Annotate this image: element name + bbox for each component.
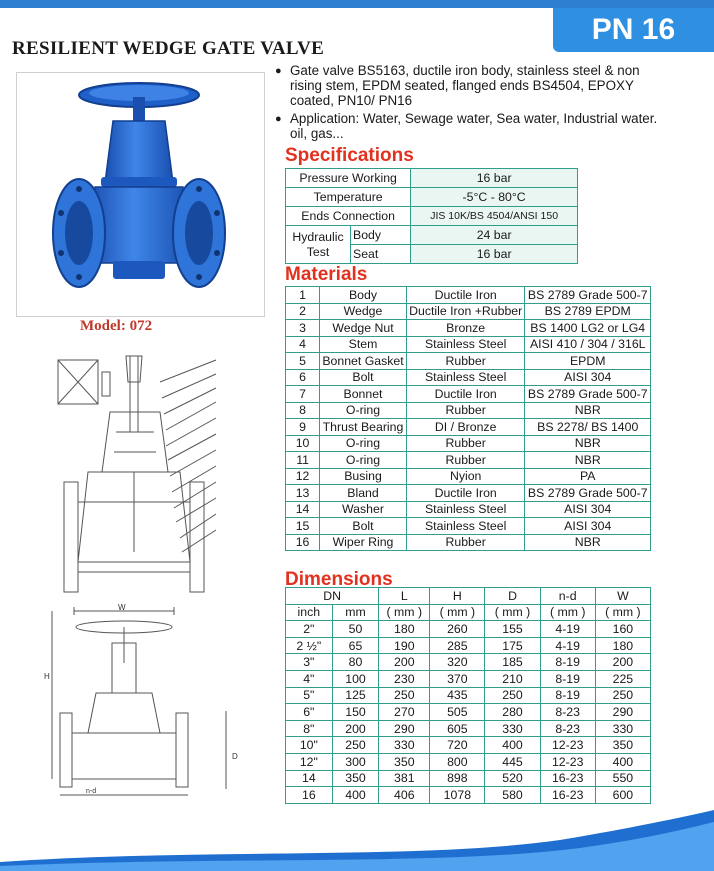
diameter-d: 210 [485, 670, 540, 687]
width-w: 200 [595, 654, 650, 671]
feature-list [274, 63, 666, 144]
part-standard: NBR [525, 452, 651, 469]
column-subheader: ( mm ) [595, 604, 650, 621]
column-subheader: mm [332, 604, 379, 621]
height-h: 320 [430, 654, 485, 671]
column-subheader: ( mm ) [379, 604, 430, 621]
bolts-nd: 12-23 [540, 753, 595, 770]
bolts-nd: 16-23 [540, 787, 595, 804]
length-l: 250 [379, 687, 430, 704]
diameter-d: 280 [485, 704, 540, 721]
table-row [286, 287, 651, 304]
part-number: 8 [286, 402, 320, 419]
spec-sublabel: Body [351, 226, 411, 245]
height-h: 260 [430, 621, 485, 638]
column-header: D [485, 588, 540, 605]
part-material: Rubber [406, 402, 525, 419]
part-standard: BS 1400 LG2 or LG4 [525, 320, 651, 337]
part-number: 3 [286, 320, 320, 337]
part-number: 1 [286, 287, 320, 304]
diameter-d: 520 [485, 770, 540, 787]
bullet-icon: ● [275, 113, 282, 125]
table-row [286, 468, 651, 485]
width-w: 400 [595, 753, 650, 770]
dn-inch: 16 [286, 787, 333, 804]
part-number: 10 [286, 435, 320, 452]
column-subheader: inch [286, 604, 333, 621]
column-header: DN [286, 588, 379, 605]
table-row [286, 303, 651, 320]
part-name: Bolt [320, 518, 407, 535]
h-dimension-label: H [44, 672, 50, 681]
bolts-nd: 4-19 [540, 621, 595, 638]
table-row [286, 452, 651, 469]
part-name: Stem [320, 336, 407, 353]
dn-mm: 250 [332, 737, 379, 754]
part-material: Stainless Steel [406, 369, 525, 386]
part-material: DI / Bronze [406, 419, 525, 436]
part-name: Busing [320, 468, 407, 485]
bolts-nd: 4-19 [540, 637, 595, 654]
materials-heading: Materials [285, 264, 368, 285]
nd-dimension-label: n-d [86, 788, 97, 795]
dn-mm: 125 [332, 687, 379, 704]
part-number: 14 [286, 501, 320, 518]
width-w: 600 [595, 787, 650, 804]
dn-inch: 6" [286, 704, 333, 721]
table-row [286, 753, 651, 770]
table-row [286, 704, 651, 721]
feature-text: Application: Water, Sewage water, Sea water, Industrial water. oil, gas... [290, 111, 658, 141]
dn-inch: 2" [286, 621, 333, 638]
bottom-wave-decoration [0, 800, 714, 871]
part-number: 11 [286, 452, 320, 469]
dn-inch: 5" [286, 687, 333, 704]
part-name: Washer [320, 501, 407, 518]
part-material: Bronze [406, 320, 525, 337]
part-number: 16 [286, 534, 320, 551]
length-l: 190 [379, 637, 430, 654]
part-material: Ductile Iron [406, 485, 525, 502]
part-standard: AISI 304 [525, 501, 651, 518]
d-dimension-label: D [232, 752, 238, 761]
part-standard: AISI 304 [525, 369, 651, 386]
height-h: 720 [430, 737, 485, 754]
height-h: 898 [430, 770, 485, 787]
bolts-nd: 8-19 [540, 654, 595, 671]
spec-value: 16 bar [411, 245, 578, 264]
part-name: Bland [320, 485, 407, 502]
height-h: 605 [430, 720, 485, 737]
diameter-d: 175 [485, 637, 540, 654]
dimension-drawing [40, 603, 255, 803]
length-l: 180 [379, 621, 430, 638]
dn-inch: 3" [286, 654, 333, 671]
top-accent-bar [0, 0, 714, 8]
dn-mm: 300 [332, 753, 379, 770]
part-number: 15 [286, 518, 320, 535]
table-row [286, 320, 651, 337]
part-name: Thrust Bearing [320, 419, 407, 436]
part-standard: AISI 410 / 304 / 316L [525, 336, 651, 353]
specifications-table [285, 168, 578, 264]
dn-mm: 65 [332, 637, 379, 654]
w-dimension-label: W [118, 603, 126, 612]
part-material: Stainless Steel [406, 336, 525, 353]
part-material: Stainless Steel [406, 501, 525, 518]
part-standard: PA [525, 468, 651, 485]
materials-table [285, 286, 651, 551]
part-name: Bolt [320, 369, 407, 386]
part-standard: BS 2789 Grade 500-7 [525, 485, 651, 502]
table-row [286, 621, 651, 638]
part-material: Stainless Steel [406, 518, 525, 535]
part-name: Bonnet Gasket [320, 353, 407, 370]
bolts-nd: 12-23 [540, 737, 595, 754]
dn-mm: 50 [332, 621, 379, 638]
hydraulic-label: Hydraulic [292, 229, 344, 244]
part-material: Nyion [406, 468, 525, 485]
height-h: 285 [430, 637, 485, 654]
dn-inch: 14 [286, 770, 333, 787]
length-l: 330 [379, 737, 430, 754]
dn-mm: 400 [332, 787, 379, 804]
pressure-class-badge: PN 16 [553, 8, 714, 52]
part-name: Wedge [320, 303, 407, 320]
feature-text: Gate valve BS5163, ductile iron body, stainless steel & non rising stem, EPDM seated, flanged ends BS4504, EPOXY coated, PN10/ PN16 [290, 63, 640, 108]
part-material: Ductile Iron [406, 287, 525, 304]
column-header: n-d [540, 588, 595, 605]
length-l: 200 [379, 654, 430, 671]
spec-label: Pressure Working [286, 169, 411, 188]
part-material: Ductile Iron [406, 386, 525, 403]
part-standard: BS 2278/ BS 1400 [525, 419, 651, 436]
length-l: 381 [379, 770, 430, 787]
part-standard: BS 2789 Grade 500-7 [525, 287, 651, 304]
bullet-icon: ● [275, 65, 282, 77]
table-row [286, 207, 578, 226]
width-w: 225 [595, 670, 650, 687]
part-material: Rubber [406, 435, 525, 452]
part-name: O-ring [320, 402, 407, 419]
part-material: Rubber [406, 353, 525, 370]
part-number: 6 [286, 369, 320, 386]
table-row [286, 737, 651, 754]
bolts-nd: 8-19 [540, 687, 595, 704]
dn-inch: 12" [286, 753, 333, 770]
spec-sublabel: Seat [351, 245, 411, 264]
height-h: 505 [430, 704, 485, 721]
part-number: 5 [286, 353, 320, 370]
part-name: Body [320, 287, 407, 304]
column-header: H [430, 588, 485, 605]
cross-section-drawing [30, 352, 262, 598]
bolts-nd: 8-23 [540, 720, 595, 737]
page-title: RESILIENT WEDGE GATE VALVE [12, 38, 325, 59]
table-row [286, 670, 651, 687]
dn-mm: 350 [332, 770, 379, 787]
table-row [286, 386, 651, 403]
table-row [286, 169, 578, 188]
feature-item [274, 111, 666, 141]
part-standard: EPDM [525, 353, 651, 370]
height-h: 800 [430, 753, 485, 770]
diameter-d: 185 [485, 654, 540, 671]
dn-mm: 100 [332, 670, 379, 687]
dn-inch: 10" [286, 737, 333, 754]
table-row [286, 654, 651, 671]
dn-mm: 80 [332, 654, 379, 671]
column-header: L [379, 588, 430, 605]
part-name: Bonnet [320, 386, 407, 403]
bolts-nd: 8-19 [540, 670, 595, 687]
spec-label [286, 226, 351, 264]
bolts-nd: 16-23 [540, 770, 595, 787]
part-name: Wedge Nut [320, 320, 407, 337]
length-l: 350 [379, 753, 430, 770]
table-row [286, 226, 578, 245]
model-number: Model: 072 [80, 318, 153, 334]
part-standard: BS 2789 Grade 500-7 [525, 386, 651, 403]
part-material: Rubber [406, 534, 525, 551]
table-row [286, 534, 651, 551]
table-row [286, 720, 651, 737]
table-row [286, 369, 651, 386]
part-number: 9 [286, 419, 320, 436]
part-number: 2 [286, 303, 320, 320]
part-standard: NBR [525, 534, 651, 551]
test-label: Test [306, 244, 330, 259]
width-w: 290 [595, 704, 650, 721]
diameter-d: 330 [485, 720, 540, 737]
column-subheader: ( mm ) [430, 604, 485, 621]
table-row [286, 687, 651, 704]
width-w: 180 [595, 637, 650, 654]
part-number: 13 [286, 485, 320, 502]
column-header: W [595, 588, 650, 605]
dn-mm: 200 [332, 720, 379, 737]
spec-label: Temperature [286, 188, 411, 207]
table-row [286, 402, 651, 419]
height-h: 435 [430, 687, 485, 704]
height-h: 370 [430, 670, 485, 687]
spec-value: 16 bar [411, 169, 578, 188]
width-w: 160 [595, 621, 650, 638]
part-material: Ductile Iron +Rubber [406, 303, 525, 320]
table-row [286, 770, 651, 787]
feature-item [274, 63, 666, 108]
spec-value: -5°C - 80°C [411, 188, 578, 207]
length-l: 406 [379, 787, 430, 804]
table-row [286, 637, 651, 654]
width-w: 550 [595, 770, 650, 787]
dimensions-table [285, 587, 651, 804]
width-w: 350 [595, 737, 650, 754]
bolts-nd: 8-23 [540, 704, 595, 721]
column-subheader: ( mm ) [485, 604, 540, 621]
table-row [286, 336, 651, 353]
part-number: 4 [286, 336, 320, 353]
table-header-row [286, 604, 651, 621]
table-row [286, 501, 651, 518]
column-subheader: ( mm ) [540, 604, 595, 621]
part-name: Wiper Ring [320, 534, 407, 551]
specifications-heading: Specifications [285, 145, 414, 166]
table-row [286, 188, 578, 207]
spec-value: 24 bar [411, 226, 578, 245]
table-row [286, 435, 651, 452]
length-l: 290 [379, 720, 430, 737]
dn-mm: 150 [332, 704, 379, 721]
dimensions-heading: Dimensions [285, 569, 393, 590]
table-row [286, 353, 651, 370]
table-row [286, 419, 651, 436]
diameter-d: 250 [485, 687, 540, 704]
valve-photo [16, 72, 265, 317]
diameter-d: 400 [485, 737, 540, 754]
part-name: O-ring [320, 452, 407, 469]
table-row [286, 518, 651, 535]
part-number: 7 [286, 386, 320, 403]
width-w: 330 [595, 720, 650, 737]
part-standard: AISI 304 [525, 518, 651, 535]
spec-label: Ends Connection [286, 207, 411, 226]
length-l: 270 [379, 704, 430, 721]
dn-inch: 2 ½" [286, 637, 333, 654]
table-row [286, 485, 651, 502]
dn-inch: 8" [286, 720, 333, 737]
length-l: 230 [379, 670, 430, 687]
diameter-d: 580 [485, 787, 540, 804]
spec-value: JIS 10K/BS 4504/ANSI 150 [411, 207, 578, 226]
width-w: 250 [595, 687, 650, 704]
part-material: Rubber [406, 452, 525, 469]
dn-inch: 4" [286, 670, 333, 687]
table-header-row [286, 588, 651, 605]
diameter-d: 155 [485, 621, 540, 638]
diameter-d: 445 [485, 753, 540, 770]
part-standard: NBR [525, 402, 651, 419]
part-standard: BS 2789 EPDM [525, 303, 651, 320]
gate-valve-image [17, 73, 264, 316]
part-number: 12 [286, 468, 320, 485]
part-name: O-ring [320, 435, 407, 452]
part-standard: NBR [525, 435, 651, 452]
height-h: 1078 [430, 787, 485, 804]
